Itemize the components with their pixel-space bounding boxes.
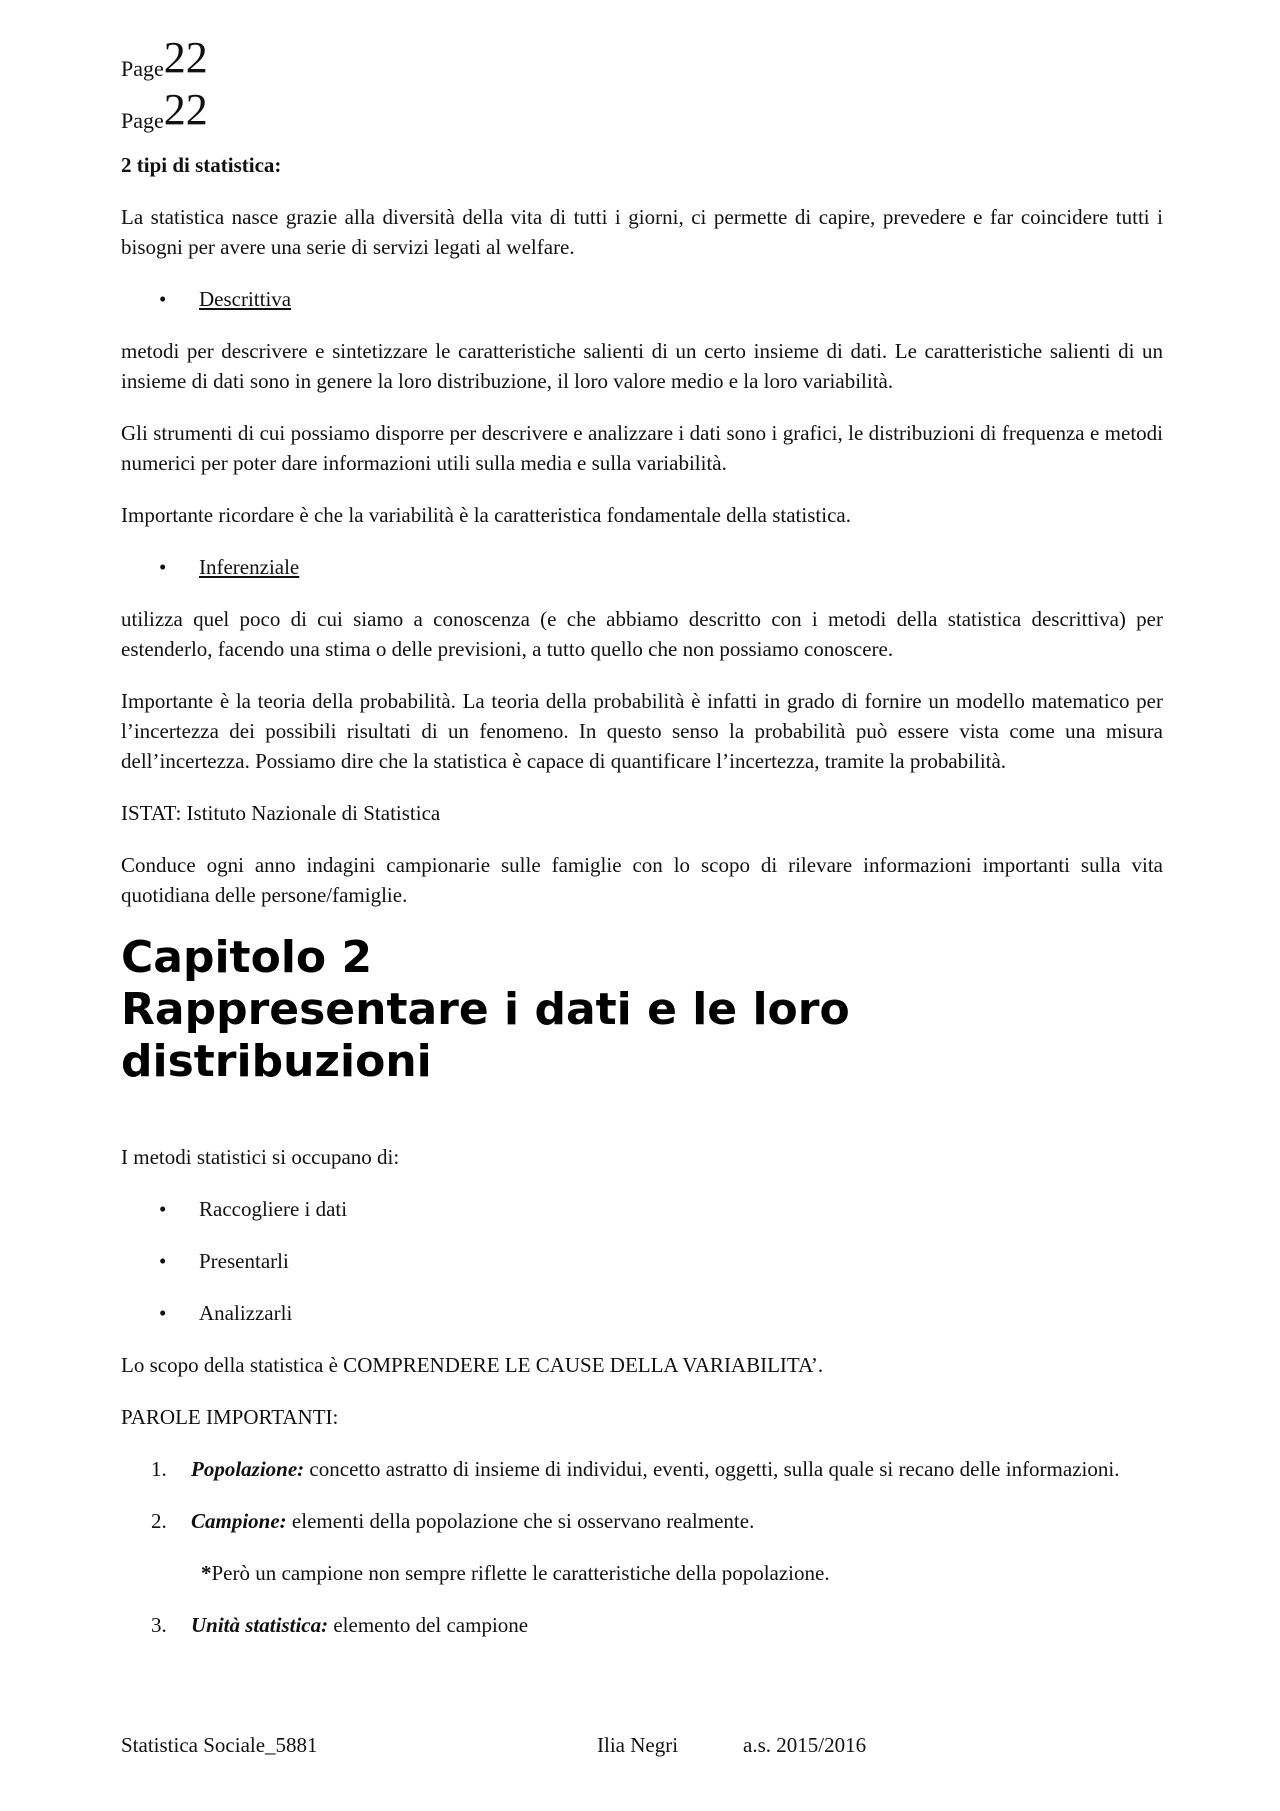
footer-year: a.s. 2015/2016 (743, 1733, 867, 1757)
keyword-definition: elemento del campione (328, 1613, 529, 1637)
keyword-number: 2. (151, 1509, 167, 1533)
footer-author: Ilia Negri (597, 1733, 679, 1757)
list-item (159, 1298, 1163, 1328)
istat-paragraph: Conduce ogni anno indagini campionarie sulle famiglie con lo scopo di rilevare informazioni importanti sulla vita quotidiana delle persone/famiglie. (121, 853, 1163, 907)
keyword-body (191, 1506, 1163, 1536)
methods-intro: I metodi statistici si occupano di: (121, 1145, 400, 1169)
note-asterisk: * (201, 1561, 212, 1585)
descrittiva-paragraph-1: metodi per descrivere e sintetizzare le caratteristiche salienti di un certo insieme di dati. Le caratteristiche salienti di un insieme di dati sono in genere la loro distribuzione, il loro valore medio e la loro variabilità. (121, 339, 1163, 393)
note-text: Però un campione non sempre riflette le caratteristiche della popolazione. (211, 1561, 830, 1585)
list-item (159, 1246, 1163, 1276)
chapter-heading (121, 932, 1163, 1088)
keywords-title: PAROLE IMPORTANTI: (121, 1405, 339, 1429)
list-item-text: Analizzarli (199, 1301, 293, 1325)
page-label: Page (121, 56, 164, 81)
keyword-definition: elementi della popolazione che si osservano realmente. (286, 1509, 755, 1533)
page-number-line (121, 80, 208, 132)
footer-course: Statistica Sociale_5881 (121, 1733, 318, 1757)
section-title: 2 tipi di statistica: (121, 153, 282, 177)
keyword-note (201, 1558, 1163, 1588)
bullet-label: Inferenziale (199, 555, 300, 579)
bullet-label: Descrittiva (199, 287, 292, 311)
keyword-definition: concetto astratto di insieme di individui, eventi, oggetti, sulla quale si recano delle informazioni. (304, 1457, 1120, 1481)
bullet-dot: • (159, 1197, 167, 1221)
bullet-dot: • (159, 1249, 167, 1273)
descrittiva-paragraph-3: Importante ricordare è che la variabilità è la caratteristica fondamentale della statistica. (121, 503, 851, 527)
keyword-item (151, 1506, 1163, 1536)
bullet-dot: • (159, 555, 167, 579)
chapter-title: Rappresentare i dati e le loro distribuzioni (121, 984, 850, 1087)
bullet-dot: • (159, 1301, 167, 1325)
keyword-term: Popolazione: (191, 1457, 305, 1481)
document-body (121, 150, 1163, 1662)
istat-title: ISTAT: Istituto Nazionale di Statistica (121, 801, 441, 825)
list-item-text: Raccogliere i dati (199, 1197, 348, 1221)
chapter-number: Capitolo 2 (121, 932, 373, 983)
intro-paragraph: La statistica nasce grazie alla diversità della vita di tutti i giorni, ci permette di capire, prevedere e far coincidere tutti i bisogni per avere una serie di servizi legati al welfare. (121, 205, 1163, 259)
inferenziale-paragraph-2: Importante è la teoria della probabilità. La teoria della probabilità è infatti in grado di fornire un modello matematico per l’incertezza dei possibili risultati di un fenomeno. In questo senso la probabilità può essere vista come una misura dell’incertezza. Possiamo dire che la statistica è capace di quantificare l’incertezza, tramite la probabilità. (121, 689, 1163, 773)
page-number-line (121, 28, 208, 80)
keyword-number: 3. (151, 1613, 167, 1637)
inferenziale-paragraph-1: utilizza quel poco di cui siamo a conoscenza (e che abbiamo descritto con i metodi della statistica descrittiva) per estenderlo, facendo una stima o delle previsioni, a tutto quello che non possiamo conoscere. (121, 607, 1163, 661)
bullet-descrittiva (159, 284, 1163, 314)
bullet-dot: • (159, 287, 167, 311)
page-number: 22 (163, 33, 208, 82)
scope-paragraph: Lo scopo della statistica è COMPRENDERE LE CAUSE DELLA VARIABILITA’. (121, 1353, 824, 1377)
list-item-text: Presentarli (199, 1249, 289, 1273)
bullet-inferenziale (159, 552, 1163, 582)
keyword-body (191, 1454, 1163, 1484)
keyword-item (151, 1610, 1163, 1640)
page-header (121, 28, 208, 132)
descrittiva-paragraph-2: Gli strumenti di cui possiamo disporre per descrivere e analizzare i dati sono i grafici, le distribuzioni di frequenza e metodi numerici per poter dare informazioni utili sulla media e sulla variabilità. (121, 421, 1163, 475)
keyword-term: Campione: (191, 1509, 287, 1533)
page-label: Page (121, 108, 164, 133)
keyword-item (151, 1454, 1163, 1484)
keyword-number: 1. (151, 1457, 167, 1481)
list-item (159, 1194, 1163, 1224)
keyword-body (191, 1610, 1163, 1640)
page-number: 22 (163, 85, 208, 134)
keyword-term: Unità statistica: (191, 1613, 329, 1637)
